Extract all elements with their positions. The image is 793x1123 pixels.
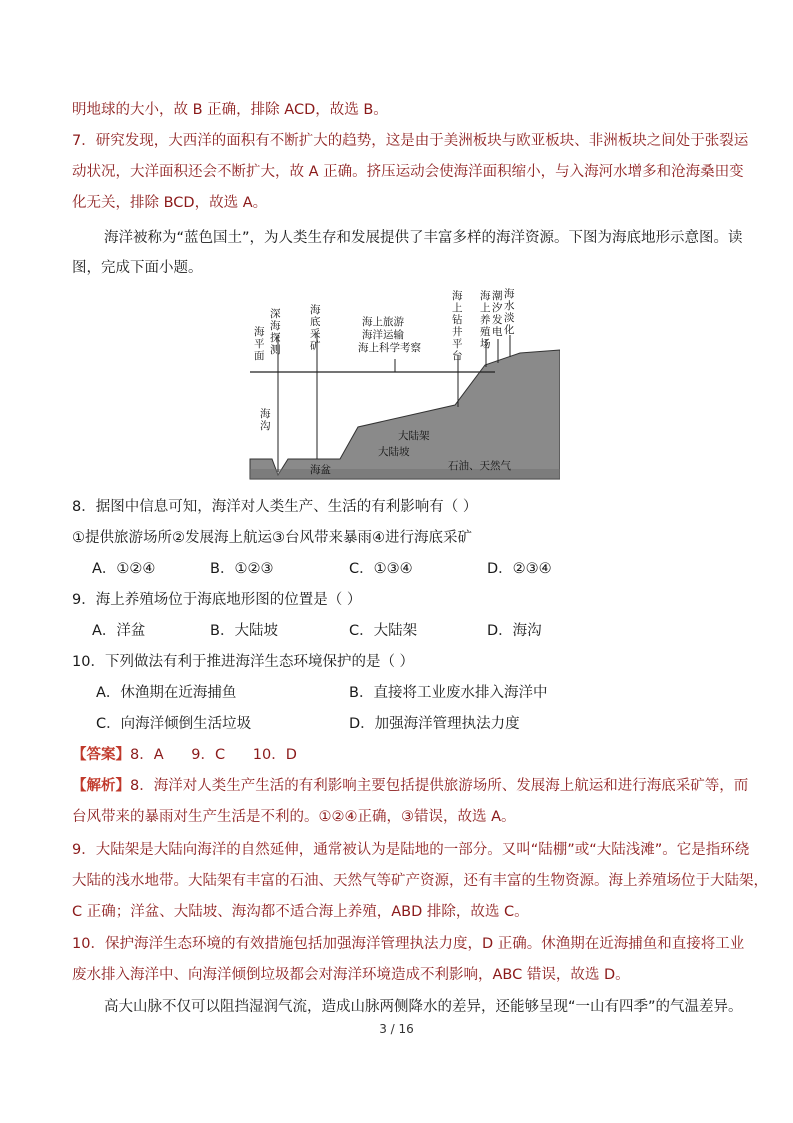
- label-oil-gas: 石油、天然气: [448, 460, 511, 472]
- label-drilling-platform: 海上钻井平台: [452, 290, 463, 362]
- text-line: 明地球的大小，故 B 正确，排除 ACD，故选 B。: [72, 102, 388, 118]
- text-line: 海洋被称为“蓝色国土”，为人类生存和发展提供了丰富多样的海洋资源。下图为海底地形示意图。读: [104, 230, 743, 246]
- label-transport: 海洋运输: [362, 329, 404, 341]
- analysis-line: 10．保护海洋生态环境的有效措施包括加强海洋管理执法力度，D 正确。休渔期在近海捕鱼和直接将工业: [72, 936, 745, 952]
- question-10-stem: 10．下列做法有利于推进海洋生态环境保护的是（ ）: [72, 654, 415, 670]
- analysis-line: C 正确；洋盆、大陆坡、海沟都不适合海上养殖，ABD 排除，故选 C。: [72, 904, 529, 920]
- seabed-terrain-diagram: [240, 287, 560, 480]
- next-paragraph: 高大山脉不仅可以阻挡湿润气流，造成山脉两侧降水的差异，还能够呈现“一山有四季”的气温差异。: [104, 999, 743, 1015]
- label-shelf: 大陆架: [398, 430, 430, 442]
- label-basin: 海盆: [310, 464, 331, 476]
- q9-option-d: D．海沟: [487, 623, 542, 639]
- analysis-line: 大陆的浅水地带。大陆架有丰富的石油、天然气等矿产资源，还有丰富的生物资源。海上养殖场位于大陆架，: [72, 873, 768, 889]
- q8-option-c: C．①③④: [349, 561, 413, 577]
- label-tidal-power: 潮汐发电: [492, 290, 503, 338]
- label-desalination: 海水淡化: [504, 288, 515, 336]
- answer-line: [72, 745, 297, 765]
- label-research: 海上科学考察: [358, 342, 421, 354]
- label-sea-level: 海平面: [254, 326, 265, 362]
- analysis-tag: 【解析】: [72, 778, 130, 794]
- analysis-line: 废水排入海洋中、向海洋倾倒垃圾都会对海洋环境造成不利影响，ABC 错误，故选 D。: [72, 967, 630, 983]
- text-line: 图，完成下面小题。: [72, 260, 203, 276]
- page-number: 3 / 16: [379, 1022, 414, 1036]
- label-tourism: 海上旅游: [362, 316, 404, 328]
- analysis-text: 8．海洋对人类生产生活的有利影响主要包括提供旅游场所、发展海上航运和进行海底采矿等，而: [130, 778, 749, 794]
- q10-option-c: C．向海洋倾倒生活垃圾: [96, 716, 252, 732]
- analysis-line: 9．大陆架是大陆向海洋的自然延伸，通常被认为是陆地的一部分。又叫“陆棚”或“大陆浅滩”。它是指环绕: [72, 842, 750, 858]
- q10-option-a: A．休渔期在近海捕鱼: [96, 685, 237, 701]
- label-deep-sea-exploration: 深海探测: [270, 308, 281, 356]
- text-line: 7．研究发现，大西洋的面积有不断扩大的趋势，这是由于美洲板块与欧亚板块、非洲板块之间处于张裂运: [72, 133, 749, 149]
- analysis-line: [72, 776, 748, 796]
- label-aquaculture: 海上养殖场: [480, 290, 491, 350]
- q8-option-a: A．①②④: [92, 561, 156, 577]
- q8-option-b: B．①②③: [210, 561, 274, 577]
- q10-option-b: B．直接将工业废水排入海洋中: [349, 685, 548, 701]
- question-9-stem: 9．海上养殖场位于海底地形图的位置是（ ）: [72, 592, 362, 608]
- text-line: 化无关，排除 BCD，故选 A。: [72, 195, 268, 211]
- question-8-items: ①提供旅游场所②发展海上航运③台风带来暴雨④进行海底采矿: [72, 530, 472, 546]
- q9-option-c: C．大陆架: [349, 623, 418, 639]
- answer-tag: 【答案】: [72, 747, 130, 763]
- q9-option-a: A．洋盆: [92, 623, 146, 639]
- label-trench: 海沟: [260, 408, 271, 432]
- q8-option-d: D．②③④: [487, 561, 552, 577]
- label-seabed-mining: 海底采矿: [310, 304, 321, 352]
- text-line: 动状况，大洋面积还会不断扩大，故 A 正确。挤压运动会使海洋面积缩小，与入海河水增多和沧海桑田变: [72, 164, 744, 180]
- analysis-line: 台风带来的暴雨对生产生活是不利的。①②④正确，③错误，故选 A。: [72, 809, 516, 825]
- q9-option-b: B．大陆坡: [210, 623, 278, 639]
- question-8-stem: 8．据图中信息可知，海洋对人类生产、生活的有利影响有（ ）: [72, 499, 478, 515]
- answer-text: 8．A 9．C 10．D: [130, 747, 297, 763]
- label-slope: 大陆坡: [378, 446, 410, 458]
- q10-option-d: D．加强海洋管理执法力度: [349, 716, 520, 732]
